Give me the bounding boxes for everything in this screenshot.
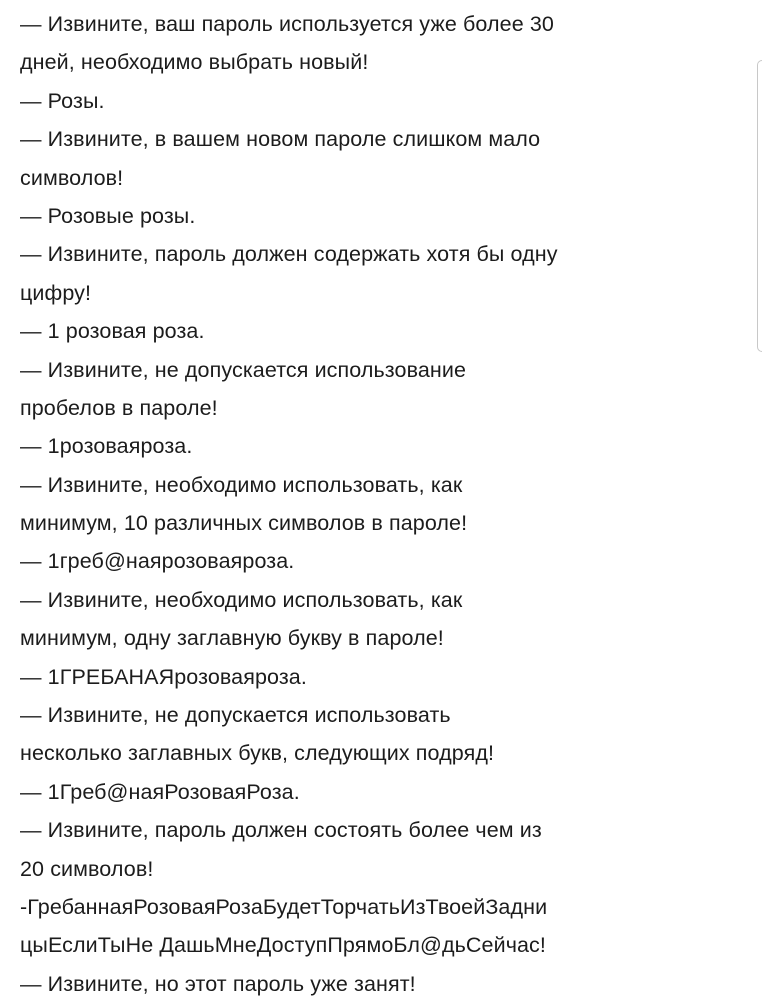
- text-line: — Извините, необходимо использовать, как: [20, 472, 463, 497]
- text-line: — 1розоваяроза.: [20, 434, 193, 459]
- text-line: — Извините, в вашем новом пароле слишком мало: [20, 127, 541, 152]
- text-line: — Извините, не допускается использовать: [20, 703, 451, 728]
- text-line: 20 символов!: [20, 856, 154, 881]
- dialogue-text: [20, 5, 744, 1003]
- text-line: -ГребаннаяРозоваяРозаБудетТорчатьИзТвоейЗадни: [20, 894, 548, 919]
- text-line: пробелов в пароле!: [20, 395, 218, 420]
- text-line: — 1 розовая роза.: [20, 319, 205, 344]
- text-line: — Розовые розы.: [20, 203, 196, 228]
- text-line: — 1греб@наярозоваяроза.: [20, 549, 295, 574]
- text-line: символов!: [20, 165, 124, 190]
- text-line: — Розы.: [20, 88, 105, 113]
- text-line: цыЕслиТыНе ДашьМнеДоступПрямоБл@дьСейчас!: [20, 933, 546, 958]
- text-line: — Извините, необходимо использовать, как: [20, 587, 463, 612]
- text-line: — 1Греб@наяРозоваяРоза.: [20, 779, 300, 804]
- text-line: — Извините, но этот пароль уже занят!: [20, 971, 416, 996]
- text-line: — 1ГРЕБАНАЯрозоваяроза.: [20, 664, 307, 689]
- text-line: несколько заглавных букв, следующих подряд!: [20, 741, 495, 766]
- text-line: — Извините, пароль должен содержать хотя бы одну: [20, 242, 558, 267]
- scrollbar[interactable]: [757, 60, 762, 352]
- text-line: — Извините, ваш пароль используется уже более 30: [20, 12, 554, 36]
- text-line: дней, необходимо выбрать новый!: [20, 50, 369, 75]
- text-line: — Извините, не допускается использование: [20, 357, 467, 382]
- text-line: минимум, одну заглавную букву в пароле!: [20, 626, 444, 651]
- text-line: минимум, 10 различных символов в пароле!: [20, 511, 468, 536]
- text-line: цифру!: [20, 280, 92, 305]
- text-line: — Извините, пароль должен состоять более чем из: [20, 818, 542, 843]
